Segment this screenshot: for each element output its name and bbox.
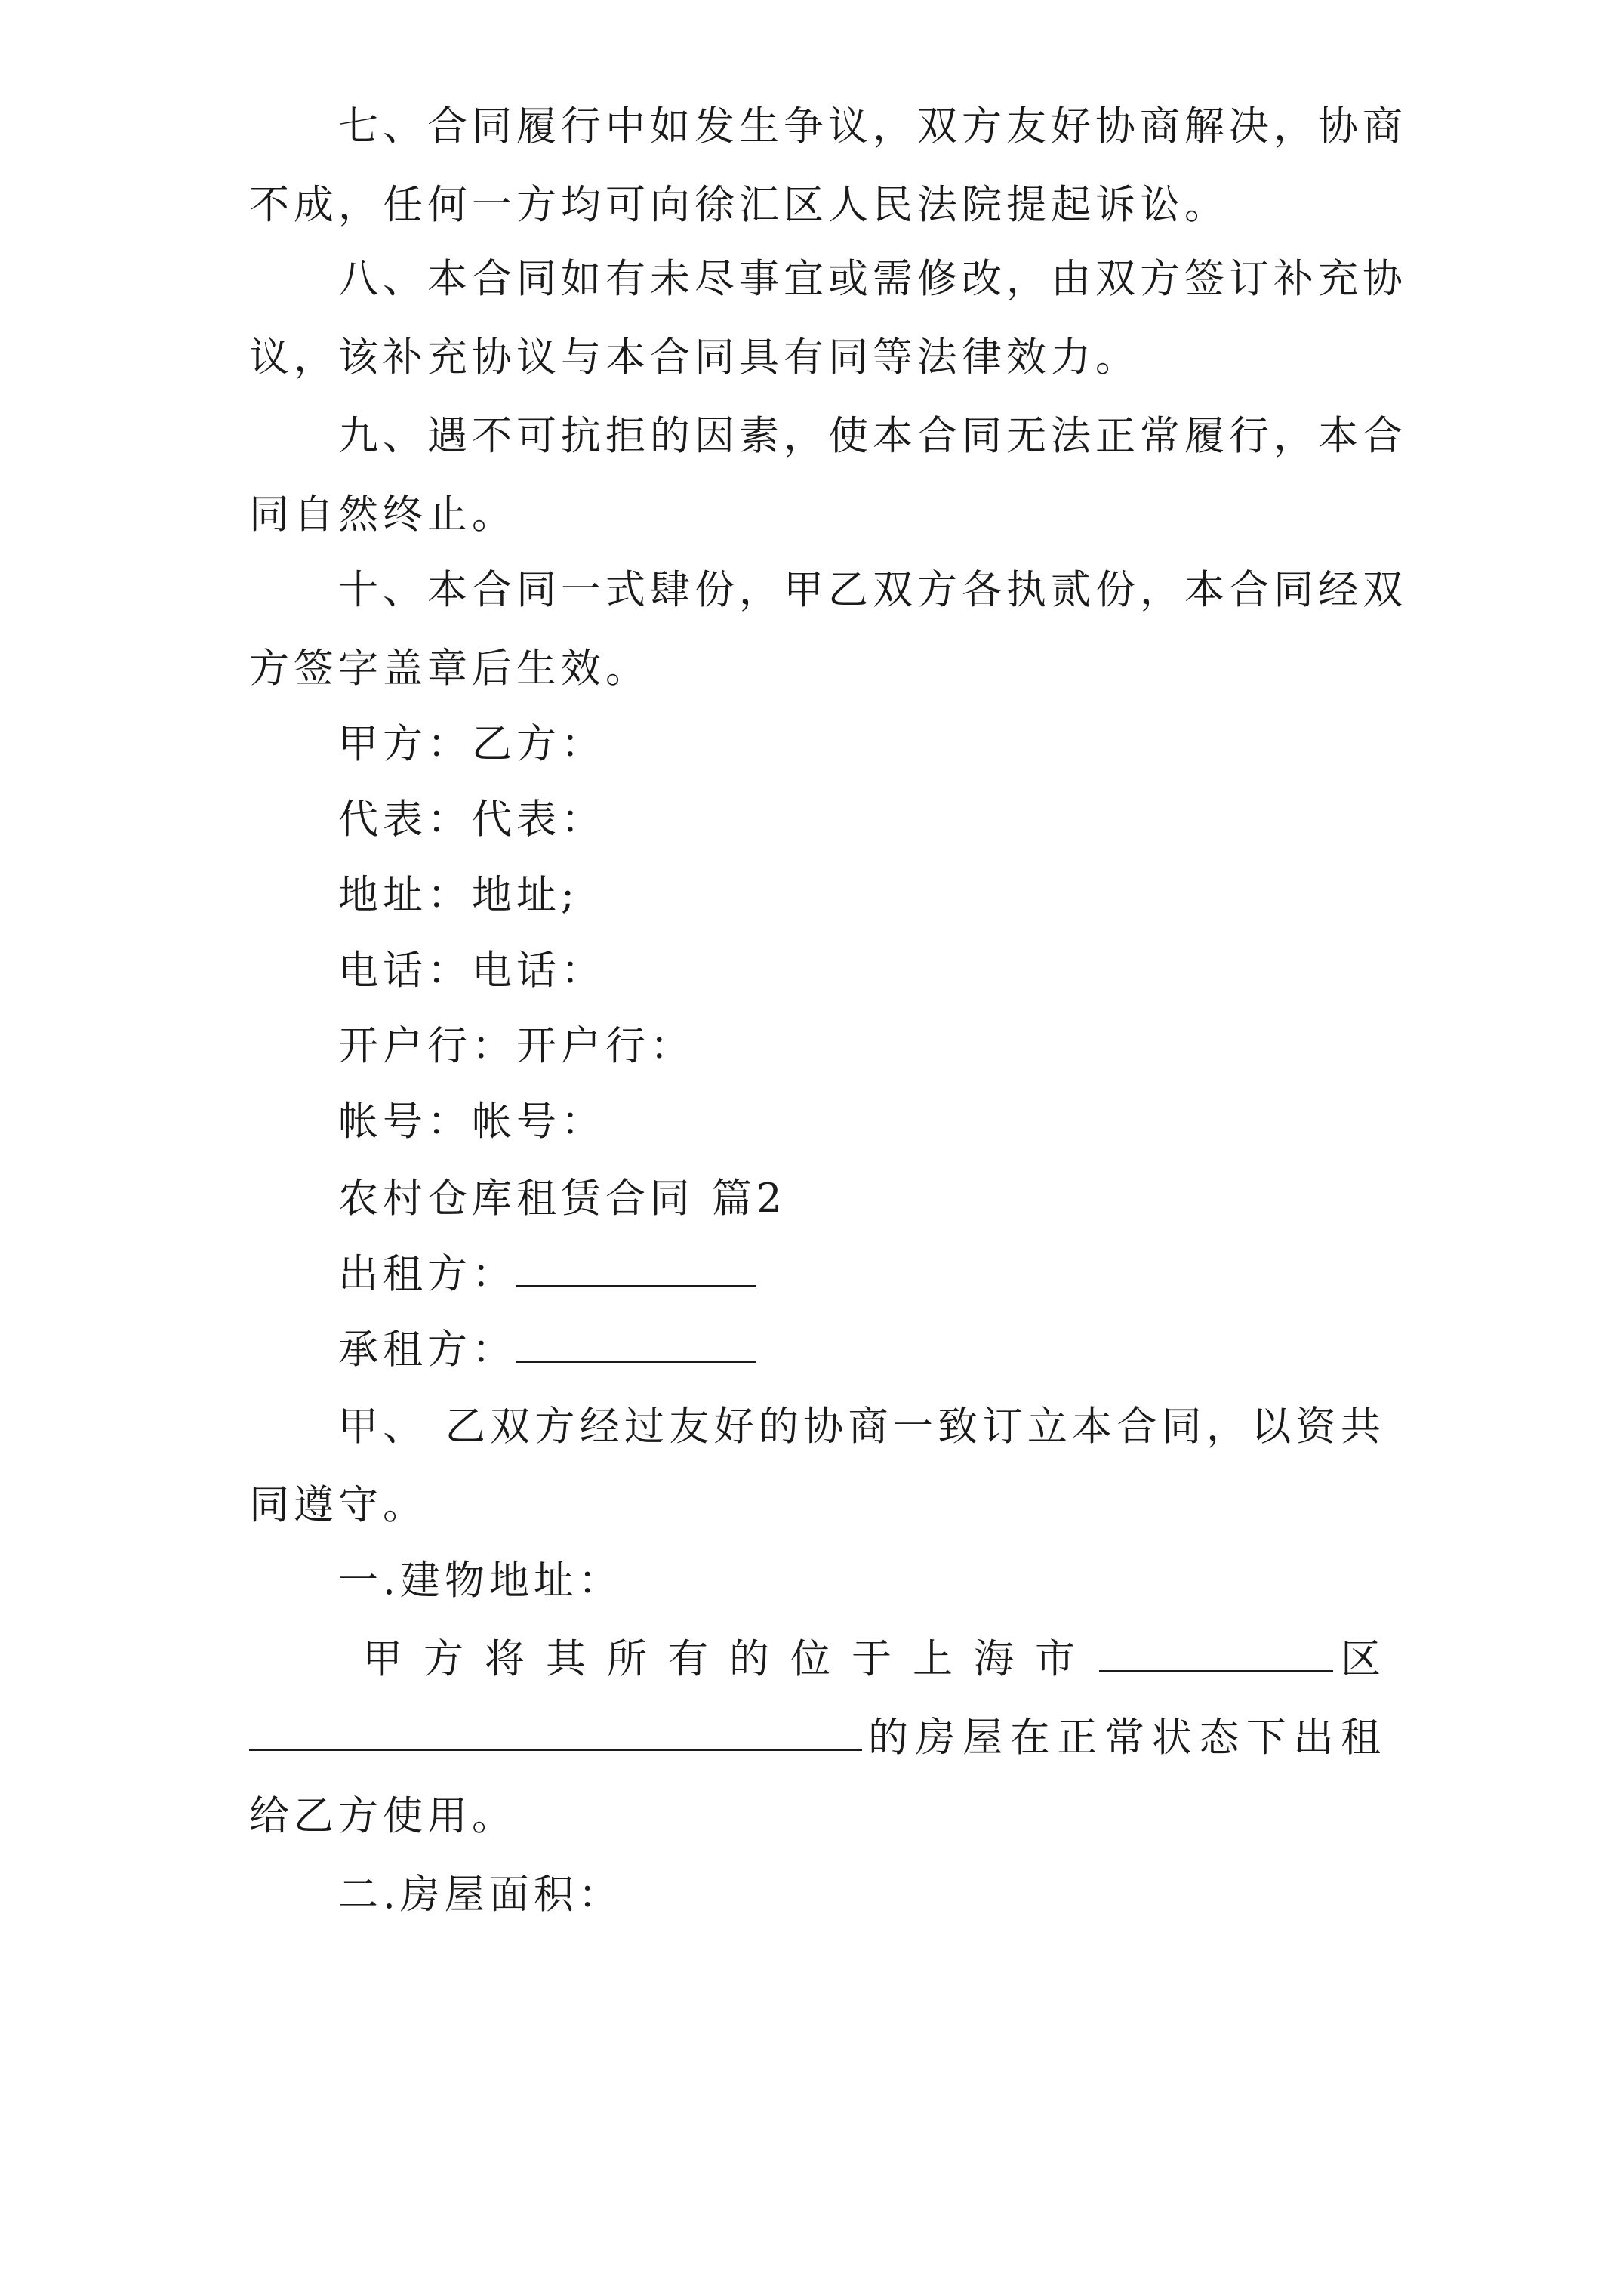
- signature-representative: 代表：代表：: [338, 797, 605, 843]
- item-2-title: 二.房屋面积：: [338, 1872, 623, 1918]
- clause-7-line-2: 不成，任何一方均可向徐汇区人民法院提起诉讼。: [249, 182, 1229, 228]
- lessor-label: 出租方：: [338, 1251, 516, 1297]
- clause-8-line-1: 八、本合同如有未尽事宜或需修改，由双方签订补充协: [338, 256, 1407, 302]
- clause-10-line-1: 十、本合同一式肆份，甲乙双方各执贰份，本合同经双: [338, 567, 1407, 613]
- signature-party: 甲方：乙方：: [338, 721, 605, 767]
- address-blank[interactable]: [249, 1715, 862, 1751]
- clause-9-line-2: 同自然终止。: [249, 492, 516, 538]
- lessor-blank[interactable]: [516, 1252, 756, 1287]
- signature-bank: 开户行：开户行：: [338, 1023, 694, 1069]
- intro-line-2: 同遵守。: [249, 1482, 427, 1528]
- item-1-text-continue: 的房屋在正常状态下出租: [868, 1715, 1385, 1761]
- lessee-row: [338, 1326, 1385, 1374]
- item-1-text-start: 甲方将其所有的位于上海市: [362, 1636, 1096, 1682]
- lessee-label: 承租方：: [338, 1327, 516, 1373]
- lessee-blank[interactable]: [516, 1327, 756, 1363]
- item-1-line-3: 给乙方使用。: [249, 1793, 516, 1839]
- clause-7-line-1: 七、合同履行中如发生争议，双方友好协商解决，协商: [338, 103, 1407, 149]
- item-1-text-district: 区: [1341, 1636, 1385, 1682]
- clause-9-line-1: 九、遇不可抗拒的因素，使本合同无法正常履行，本合: [338, 413, 1407, 459]
- signature-account: 帐号：帐号：: [338, 1099, 605, 1145]
- signature-phone: 电话：电话：: [338, 948, 605, 994]
- section-2-title: 农村仓库租赁合同 篇2: [338, 1176, 787, 1222]
- item-1-line-1: [362, 1635, 1385, 1684]
- district-blank[interactable]: [1099, 1637, 1333, 1672]
- clause-8-line-2: 议，该补充协议与本合同具有同等法律效力。: [249, 334, 1140, 381]
- lessor-row: [338, 1250, 1385, 1299]
- clause-10-line-2: 方签字盖章后生效。: [249, 646, 650, 692]
- item-1-line-2: [249, 1714, 1385, 1762]
- item-1-title: 一.建物地址：: [338, 1558, 623, 1604]
- signature-address: 地址：地址;: [338, 872, 579, 918]
- intro-line-1: 甲、 乙双方经过友好的协商一致订立本合同，以资共: [338, 1404, 1385, 1450]
